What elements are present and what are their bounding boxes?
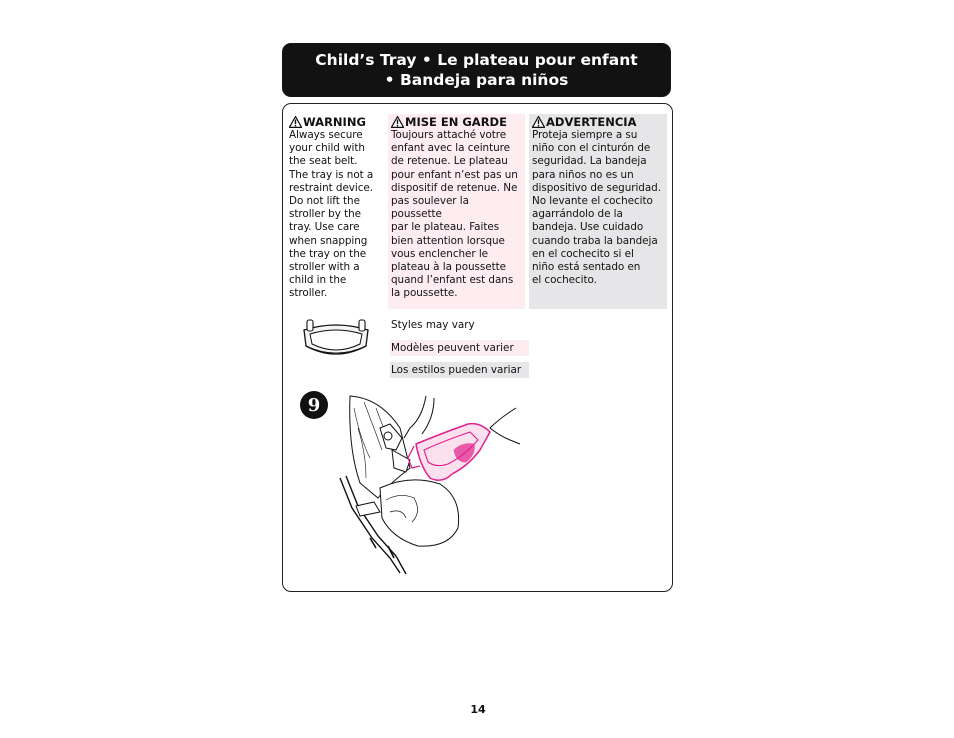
text-line: enfant avec la ceinture <box>391 142 510 155</box>
text-line: quand l’enfant est dans <box>391 274 514 287</box>
text-line: Toujours attaché votre <box>391 129 507 141</box>
styles-note-es: Los estilos pueden variar <box>390 362 529 378</box>
text-line: agarrándolo de la <box>532 208 623 221</box>
text-line: stroller. <box>289 287 328 300</box>
text-line: No levante el cochecito <box>532 195 653 208</box>
section-title-bar <box>282 43 671 97</box>
text-line: Always secure <box>289 129 363 141</box>
text-line: stroller by the <box>289 208 361 221</box>
warning-triangle-icon <box>289 116 302 128</box>
warning-body-fr <box>391 129 522 301</box>
warning-heading-fr <box>391 115 522 129</box>
text-line: Do not lift the <box>289 195 360 208</box>
warning-heading-text-es: ADVERTENCIA <box>546 115 637 129</box>
text-line: niño con el cinturón de <box>532 142 651 155</box>
text-line: The tray is not a <box>289 168 374 181</box>
warning-heading-es <box>532 115 664 129</box>
warning-heading-en <box>289 115 381 129</box>
text-line: stroller with a <box>289 261 360 274</box>
text-line: el cochecito. <box>532 274 597 287</box>
text-line: your child with <box>289 142 365 155</box>
page-number: 14 <box>470 703 486 716</box>
text-line: when snapping <box>289 234 368 247</box>
warning-column-es <box>529 114 667 309</box>
stroller-tray-illustration <box>330 388 526 578</box>
text-line: Proteja siempre a su <box>532 129 638 141</box>
text-line: tray. Use care <box>289 221 360 234</box>
text-line: the tray on the <box>289 247 367 260</box>
text-line: plateau à la poussette <box>391 261 506 274</box>
warning-column-fr <box>388 114 525 309</box>
styles-note-fr: Modèles peuvent varier <box>390 340 529 356</box>
warning-triangle-icon <box>391 116 404 128</box>
warning-column-en <box>286 114 384 309</box>
text-line: seguridad. La bandeja <box>532 155 647 168</box>
step-number-badge: 9 <box>300 391 328 419</box>
text-line: dispositif de retenue. Ne <box>391 181 518 194</box>
text-line: child in the <box>289 274 347 287</box>
warning-body-en <box>289 129 381 301</box>
section-title-line-2: • Bandeja para niños <box>384 71 569 89</box>
text-line: pas soulever la poussette <box>391 195 469 221</box>
text-line: bien attention lorsque <box>391 234 505 247</box>
warning-body-es <box>532 129 664 287</box>
text-line: pour enfant n’est pas un <box>391 168 518 181</box>
warning-triangle-icon <box>532 116 545 128</box>
warning-heading-text-en: WARNING <box>303 115 366 129</box>
text-line: niño está sentado en <box>532 261 641 274</box>
warning-heading-text-fr: MISE EN GARDE <box>405 115 507 129</box>
text-line: par le plateau. Faites <box>391 221 500 234</box>
text-line: the seat belt. <box>289 155 358 168</box>
tray-illustration <box>300 316 372 362</box>
text-line: dispositivo de seguridad. <box>532 181 661 194</box>
styles-note-en: Styles may vary <box>391 319 475 331</box>
text-line: restraint device. <box>289 181 373 194</box>
text-line: en el cochecito si el <box>532 247 634 260</box>
text-line: cuando traba la bandeja <box>532 234 658 247</box>
section-title-line-1: Child’s Tray • Le plateau pour enfant <box>315 51 638 69</box>
text-line: de retenue. Le plateau <box>391 155 508 168</box>
text-line: vous enclencher le <box>391 247 489 260</box>
text-line: la poussette. <box>391 287 458 300</box>
text-line: bandeja. Use cuidado <box>532 221 644 234</box>
text-line: para niños no es un <box>532 168 634 181</box>
